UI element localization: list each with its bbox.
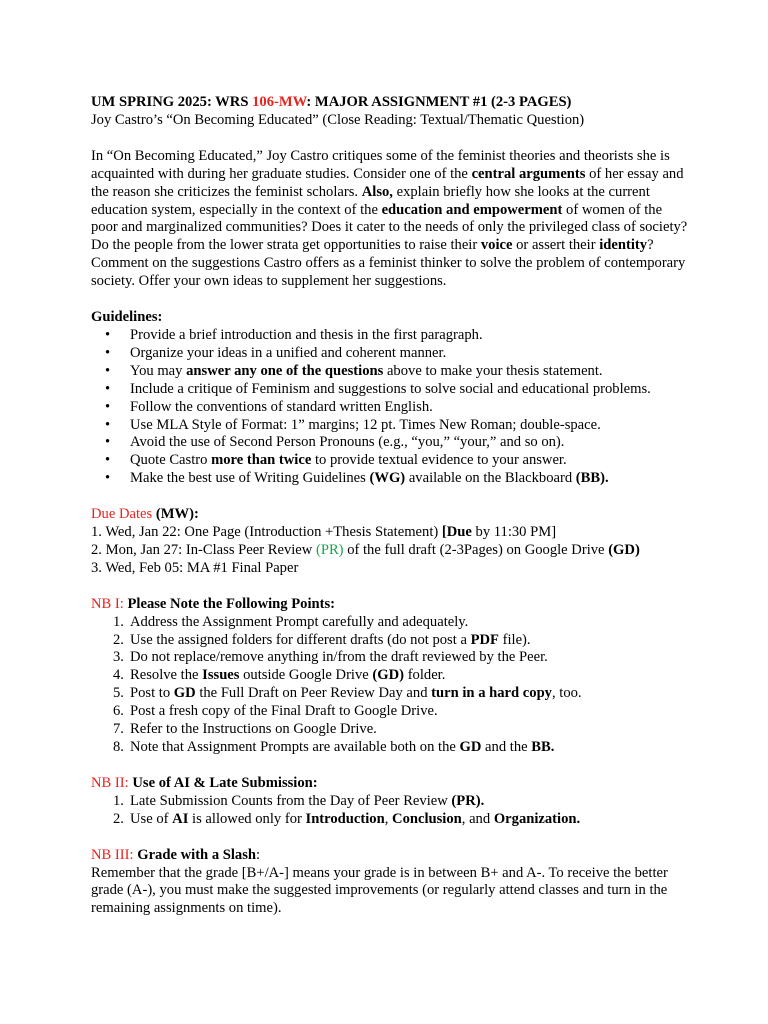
list-item: 1. Late Submission Counts from the Day of Peer Review (PR).: [113, 792, 485, 809]
due-date-item: 1. Wed, Jan 22: One Page (Introduction +Thesis Statement) [Due by 11:30 PM]: [91, 524, 557, 541]
due-date-item: 3. Wed, Feb 05: MA #1 Final Paper: [91, 559, 299, 576]
guidelines-heading: Guidelines:: [91, 309, 163, 326]
list-item: 2. Use of AI is allowed only for Introduction, Conclusion, and Organization.: [113, 810, 581, 827]
course-section: 106-MW: [252, 94, 307, 110]
list-item: • Avoid the use of Second Person Pronouns (e.g., “you,” “your,” and so on).: [91, 434, 691, 452]
list-item: • Include a critique of Feminism and suggestions to solve social and educational problems.: [91, 381, 691, 399]
nb1-heading: NB I: Please Note the Following Points:: [91, 595, 336, 612]
guidelines-list: [91, 327, 691, 488]
list-item: • Use MLA Style of Format: 1” margins; 12 pt. Times New Roman; double-space.: [91, 417, 691, 435]
list-item: 8. Note that Assignment Prompts are available both on the GD and the BB.: [113, 739, 555, 755]
due-date-item: 2. Mon, Jan 27: In-Class Peer Review (PR) of the full draft (2-3Pages) on Google Drive (GD): [91, 541, 640, 558]
list-item: 2. Use the assigned folders for different drafts (do not post a PDF file).: [113, 631, 531, 648]
nb3-body: Remember that the grade [B+/A-] means your grade is in between B+ and A-. To receive the better grade (A-), you must make the suggested improvements (or regularly attend classes and turn in the remaining assignments on time).: [91, 864, 668, 917]
nb1-list: [91, 614, 691, 757]
list-item: • Organize your ideas in a unified and coherent manner.: [91, 345, 691, 363]
list-item: 3. Do not replace/remove anything in/from the draft reviewed by the Peer.: [113, 649, 548, 666]
due-dates-heading: Due Dates (MW):: [91, 506, 199, 523]
document-title: UM SPRING 2025: WRS 106-MW: MAJOR ASSIGNMENT #1 (2-3 PAGES): [91, 94, 572, 110]
nb3-heading: NB III: Grade with a Slash:: [91, 846, 261, 863]
list-item: 4. Resolve the Issues outside Google Drive (GD) folder.: [113, 667, 446, 684]
list-item: 6. Post a fresh copy of the Final Draft to Google Drive.: [113, 703, 438, 720]
list-item: • Follow the conventions of standard written English.: [91, 399, 691, 417]
assignment-document: [91, 94, 691, 918]
nb2-heading: NB II: Use of AI & Late Submission:: [91, 774, 318, 791]
document-subtitle: Joy Castro’s “On Becoming Educated” (Close Reading: Textual/Thematic Question): [91, 111, 585, 128]
list-item: • Make the best use of Writing Guidelines (WG) available on the Blackboard (BB).: [91, 470, 691, 488]
nb2-list: [91, 793, 691, 829]
list-item: 1. Address the Assignment Prompt carefully and adequately.: [113, 613, 469, 630]
assignment-prompt: In “On Becoming Educated,” Joy Castro critiques some of the feminist theories and theorists she is acquainted with during her graduate studies. Consider one of the central arguments of her essay and the reason she criticizes the feminist scholars. Also, explain briefly how she looks at the current education system, especially in the context of the education and empowerment of women of the poor and marginalized communities? Does it cater to the needs of only the privileged class of society? Do the people from the lower strata get opportunities to raise their voice or assert their identity? Comment on the suggestions Castro offers as a feminist thinker to solve the problem of contemporary society. Offer your own ideas to supplement her suggestions.: [91, 147, 688, 290]
list-item: • You may answer any one of the questions above to make your thesis statement.: [91, 363, 691, 381]
list-item: 5. Post to GD the Full Draft on Peer Review Day and turn in a hard copy, too.: [113, 685, 582, 702]
list-item: 7. Refer to the Instructions on Google Drive.: [113, 721, 377, 738]
list-item: • Provide a brief introduction and thesis in the first paragraph.: [91, 327, 691, 345]
list-item: • Quote Castro more than twice to provide textual evidence to your answer.: [91, 452, 691, 470]
